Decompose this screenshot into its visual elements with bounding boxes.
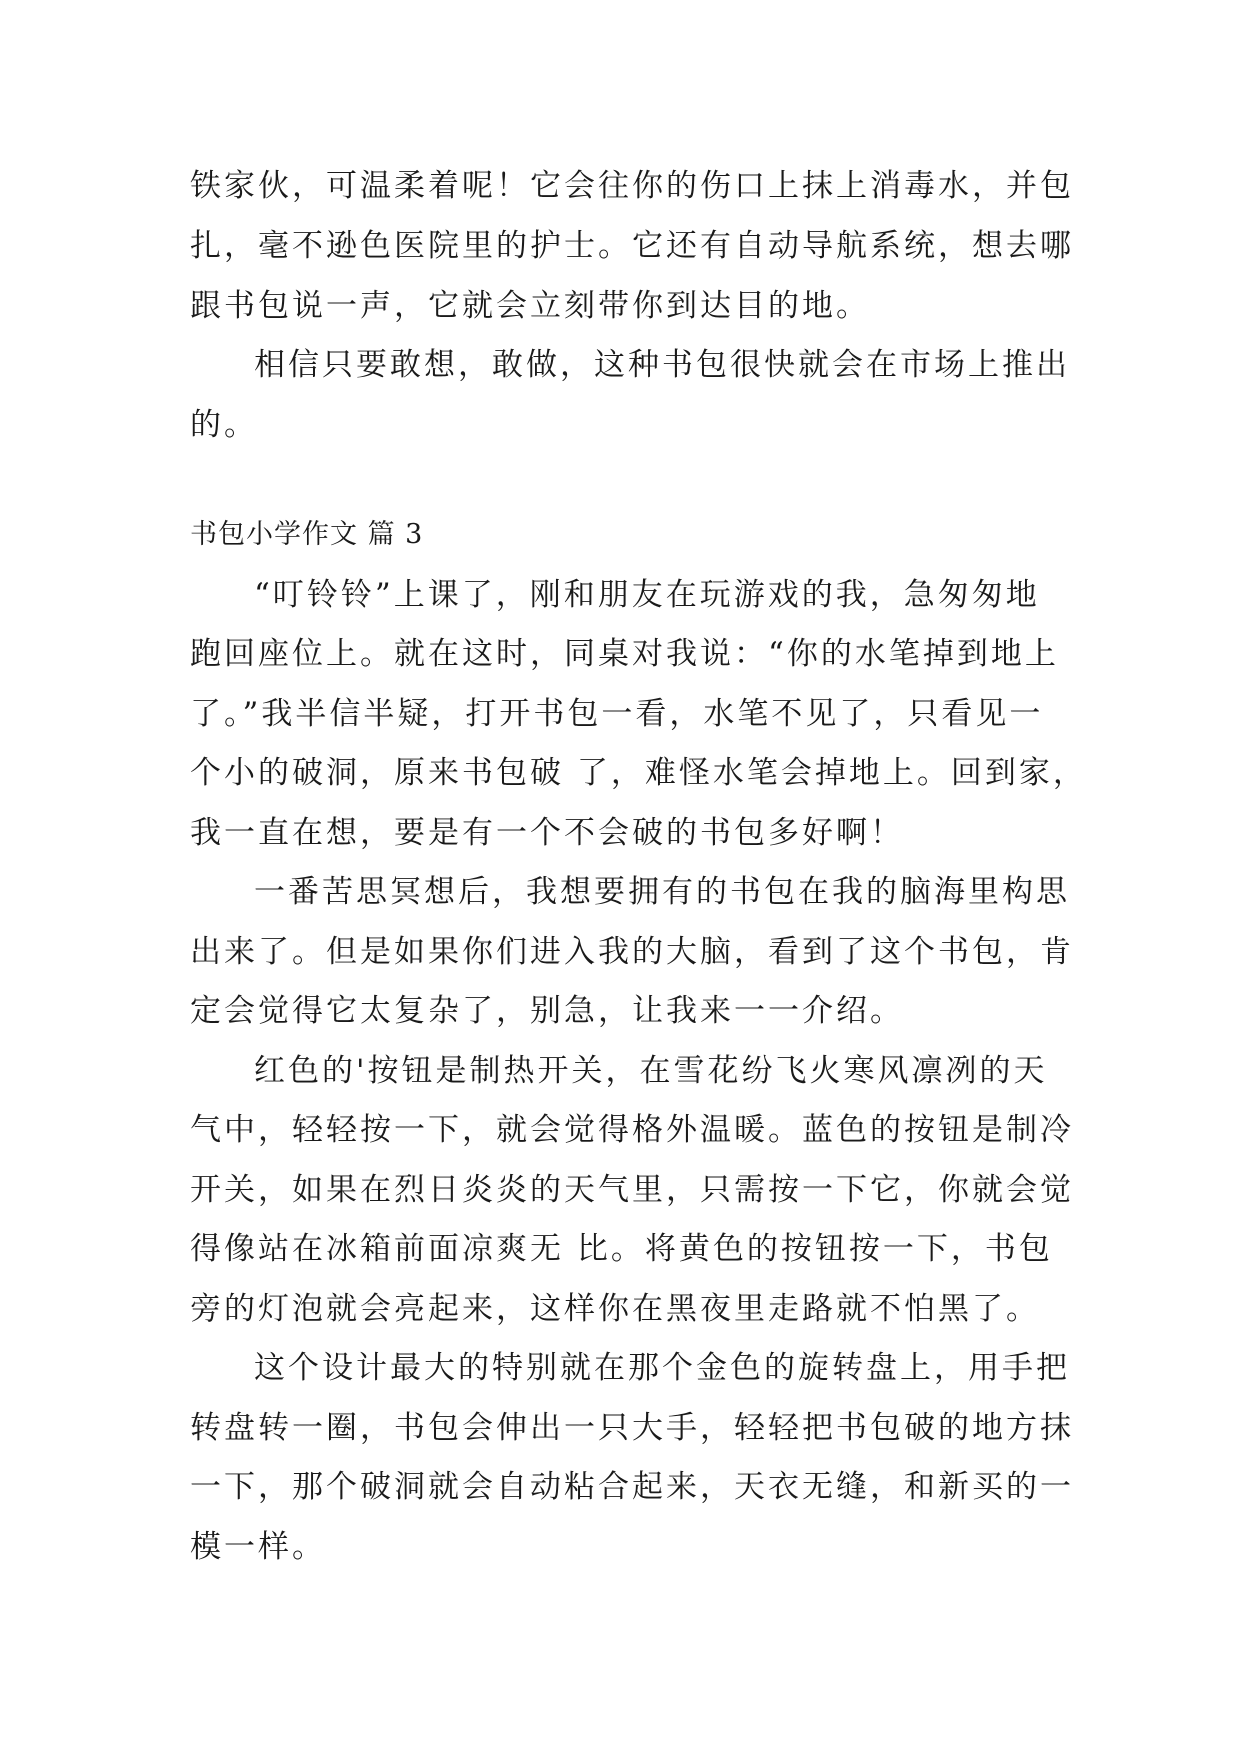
text-line: 跑回座位上。就在这时，同桌对我说：“你的水笔掉到地上: [190, 636, 1059, 672]
text-line: 得像站在冰箱前面凉爽无 比。将黄色的按钮按一下，书包: [190, 1231, 1053, 1267]
text-line: 红色的'按钮是制热开关，在雪花纷飞火寒风凛冽的天: [254, 1053, 1048, 1089]
text-line: 个小的破洞，原来书包破 了，难怪水笔会掉地上。回到家，: [190, 755, 1087, 791]
section-title: 书包小学作文 篇 3: [190, 519, 424, 550]
text-line: 气中，轻轻按一下，就会觉得格外温暖。蓝色的按钮是制冷: [190, 1112, 1074, 1148]
text-line: 的。: [190, 407, 258, 443]
text-line: 一番苦思冥想后，我想要拥有的书包在我的脑海里构思: [254, 874, 1070, 910]
text-line: 一下，那个破洞就会自动粘合起来，天衣无缝，和新买的一: [190, 1469, 1074, 1505]
text-line: 我一直在想，要是有一个不会破的书包多好啊！: [190, 815, 904, 851]
text-line: 跟书包说一声，它就会立刻带你到达目的地。: [190, 288, 870, 324]
text-line: 铁家伙，可温柔着呢！它会往你的伤口上抹上消毒水，并包: [190, 168, 1074, 204]
text-line: 模一样。: [190, 1529, 326, 1565]
text-line: 定会觉得它太复杂了，别急，让我来一一介绍。: [190, 993, 904, 1029]
text-line: 出来了。但是如果你们进入我的大脑，看到了这个书包，肯: [190, 934, 1074, 970]
text-line: 相信只要敢想，敢做，这种书包很快就会在市场上推出: [254, 347, 1070, 383]
text-line: 开关，如果在烈日炎炎的天气里，只需按一下它，你就会觉: [190, 1172, 1074, 1208]
text-line: 这个设计最大的特别就在那个金色的旋转盘上，用手把: [254, 1350, 1070, 1386]
text-line: 扎，毫不逊色医院里的护士。它还有自动导航系统，想去哪: [190, 228, 1074, 264]
text-line: 了。”我半信半疑，打开书包一看，水笔不见了，只看见一: [190, 696, 1044, 732]
text-line: “叮铃铃”上课了，刚和朋友在玩游戏的我，急匆匆地: [254, 577, 1040, 613]
text-line: 旁的灯泡就会亮起来，这样你在黑夜里走路就不怕黑了。: [190, 1291, 1040, 1327]
text-line: 转盘转一圈，书包会伸出一只大手，轻轻把书包破的地方抹: [190, 1410, 1074, 1446]
